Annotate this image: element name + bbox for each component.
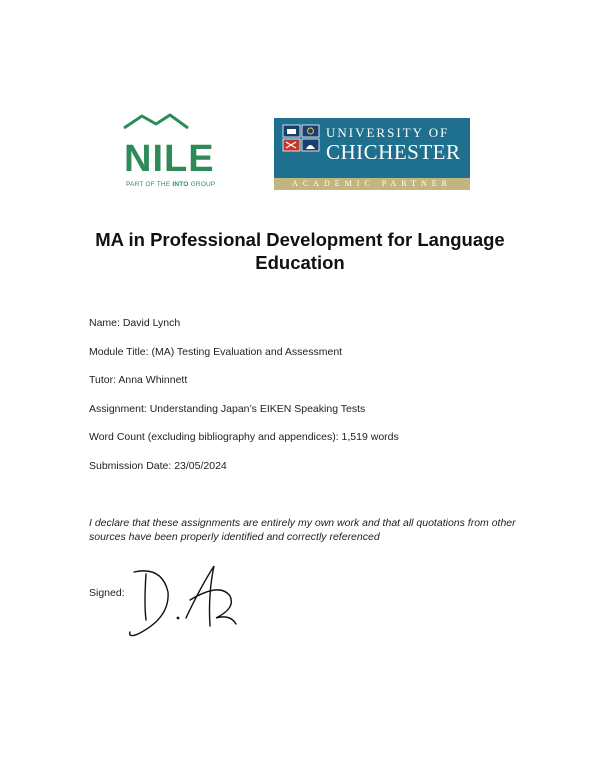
chichester-logo	[274, 118, 470, 190]
submission-date-field: Submission Date: 23/05/2024	[89, 460, 227, 472]
chichester-text: CHICHESTER	[326, 140, 461, 164]
declaration-text: I declare that these assignments are entirely my own work and that all quotations from other sources have been properly identified and correctly referenced	[89, 517, 516, 543]
name-field: Name: David Lynch	[89, 317, 181, 329]
nile-wordmark: NILE	[124, 138, 215, 180]
document-title: MA in Professional Development for Language Education	[95, 229, 505, 273]
assignment-field: Assignment: Understanding Japan’s EIKEN Speaking Tests	[89, 403, 366, 415]
mountains-icon	[122, 112, 192, 132]
nile-logo	[122, 112, 227, 192]
signature-image	[124, 560, 254, 640]
module-title-field: Module Title: (MA) Testing Evaluation and Assessment	[89, 346, 343, 358]
crest-icon	[282, 124, 320, 168]
nile-tagline: PART OF THE INTO GROUP	[126, 181, 216, 188]
academic-partner-band: ACADEMIC PARTNER	[274, 178, 470, 190]
signed-label: Signed:	[89, 587, 125, 599]
university-of-text: UNIVERSITY OF	[326, 125, 450, 140]
tutor-field: Tutor: Anna Whinnett	[89, 374, 188, 386]
word-count-field: Word Count (excluding bibliography and appendices): 1,519 words	[89, 431, 399, 443]
